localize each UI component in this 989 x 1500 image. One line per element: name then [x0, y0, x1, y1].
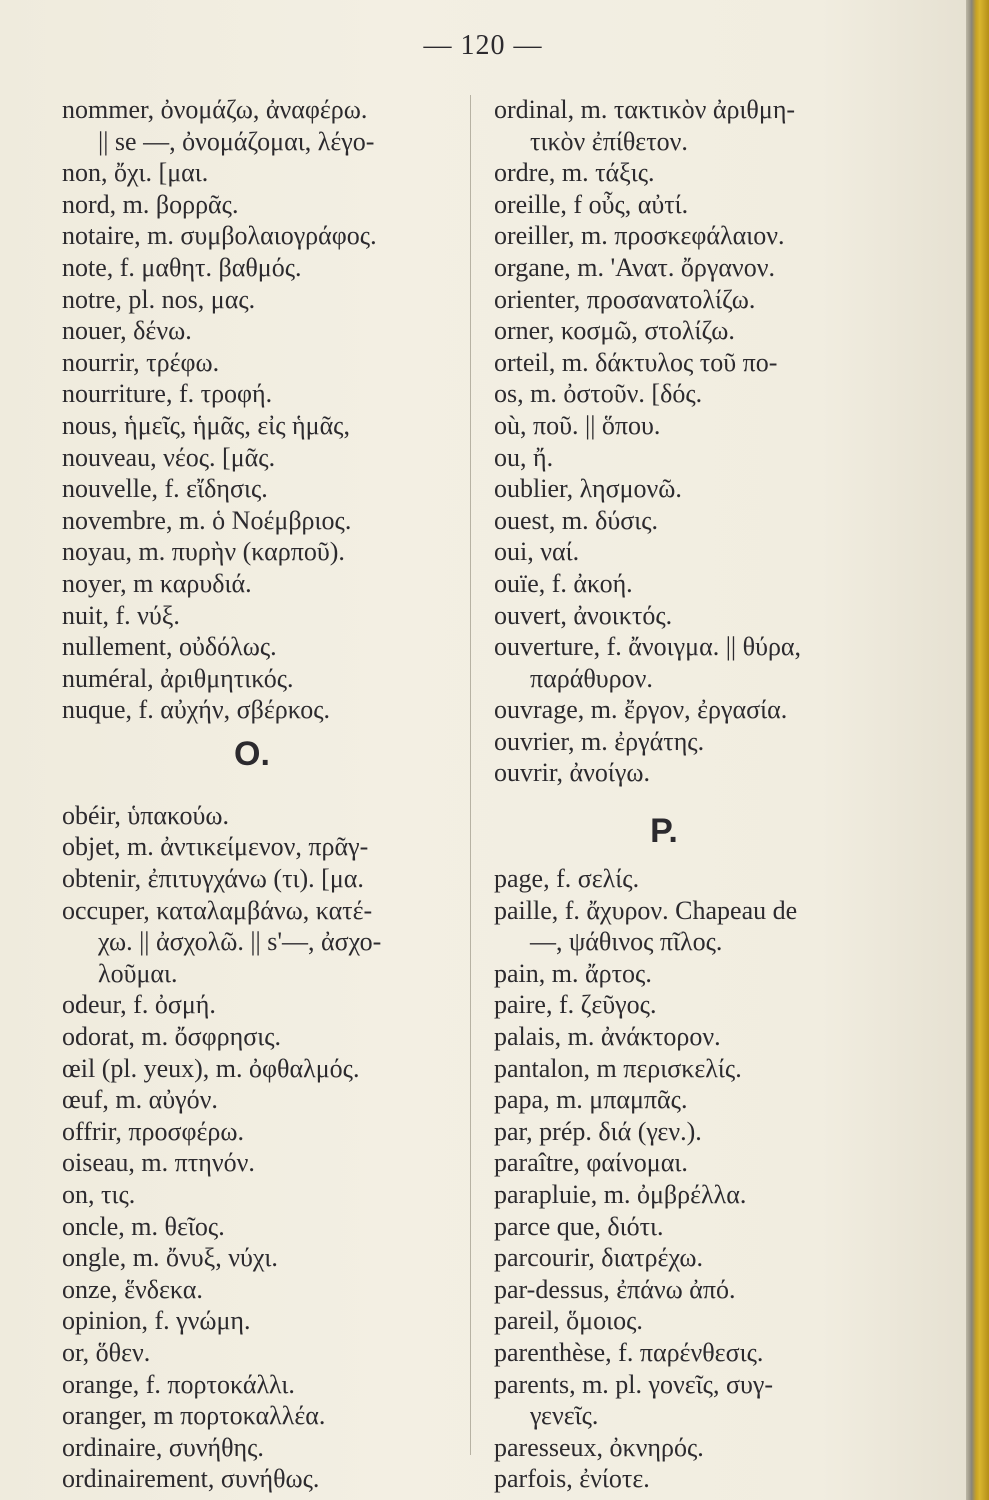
dictionary-entry: ouvrier, m. ἐργάτης. — [494, 726, 705, 756]
dictionary-entry: paire, f. ζεῦγος. — [494, 990, 657, 1020]
dictionary-entry: numéral, ἀριθμητικός. — [62, 663, 294, 693]
dictionary-entry: orner, κοσμῶ, στολίζω. — [494, 316, 735, 346]
dictionary-entry: pareil, ὅμοιος. — [494, 1306, 643, 1336]
page-number: — 120 — — [423, 30, 543, 61]
dictionary-entry: ou, ἤ. — [494, 442, 554, 472]
dictionary-entry: ordinal, m. τακτικὸν ἀριθμη- — [494, 95, 796, 124]
dictionary-entry: ordinaire, συνήθης. — [62, 1432, 264, 1462]
dictionary-entry: odorat, m. ὄσφρησις. — [62, 1022, 282, 1052]
dictionary-entry: pain, m. ἄρτος. — [494, 958, 652, 988]
dictionary-entry: pantalon, m περισκελίς. — [494, 1053, 742, 1083]
dictionary-entry: nommer, ὀνομάζω, ἀναφέρω. — [62, 95, 368, 124]
dictionary-entry: parapluie, m. ὀμβρέλλα. — [494, 1180, 747, 1209]
dictionary-entry: nouer, δένω. — [62, 316, 192, 346]
n-entries — [62, 94, 482, 726]
dictionary-entry: orange, f. πορτοκάλλι. — [62, 1369, 295, 1399]
dictionary-entry: || se —, ὀνομάζομαι, λέγο- — [98, 126, 375, 156]
dictionary-entry: papa, m. μπαμπᾶς. — [494, 1085, 688, 1115]
o-entries-continued — [494, 94, 914, 789]
dictionary-entry: τικὸν ἐπίθετον. — [530, 126, 688, 156]
dictionary-entry: par, prép. διά (γεν.). — [494, 1116, 702, 1146]
dictionary-entry: nuit, f. νύξ. — [62, 600, 180, 630]
dictionary-entry: orienter, προσανατολίζω. — [494, 284, 756, 314]
dictionary-entry: nouvelle, f. εἴδησις. — [62, 474, 268, 504]
dictionary-entry: parenthèse, f. παρένθεσις. — [494, 1337, 764, 1367]
dictionary-entry: palais, m. ἀνάκτορον. — [494, 1022, 721, 1052]
dictionary-entry: opinion, f. γνώμη. — [62, 1306, 251, 1336]
dictionary-entry: or, ὅθεν. — [62, 1337, 151, 1367]
o-entries — [62, 800, 482, 1495]
dictionary-entry: parents, m. pl. γονεῖς, συγ- — [494, 1369, 774, 1399]
dictionary-entry: on, τις. — [62, 1180, 136, 1209]
dictionary-entry: ouvrir, ἀνοίγω. — [494, 758, 650, 788]
dictionary-entry: notre, pl. nos, μας. — [62, 284, 256, 314]
dictionary-entry: os, m. ὀστοῦν. [δός. — [494, 379, 703, 409]
dictionary-entry: notaire, m. συμβολαιογράφος. — [62, 221, 377, 251]
dictionary-entry: œuf, m. αὐγόν. — [62, 1085, 218, 1115]
dictionary-entry: nous, ἡμεῖς, ἡμᾶς, εἰς ἡμᾶς, — [62, 410, 350, 440]
dictionary-entry: non, ὄχι. [μαι. — [62, 158, 209, 188]
dictionary-entry: ouïe, f. ἀκοή. — [494, 568, 633, 598]
dictionary-entry: γενεῖς. — [530, 1401, 599, 1431]
page-edge — [966, 0, 989, 1500]
dictionary-entry: ordinairement, συνήθως. — [62, 1464, 320, 1494]
dictionary-entry: page, f. σελίς. — [494, 864, 640, 894]
dictionary-entry: organe, m. 'Ανατ. ὄργανον. — [494, 252, 775, 282]
dictionary-entry: nord, m. βορρᾶς. — [62, 189, 239, 219]
dictionary-entry: obtenir, ἐπιτυγχάνω (τι). [μα. — [62, 864, 364, 894]
dictionary-entry: oublier, λησμονῶ. — [494, 474, 682, 504]
left-column — [62, 94, 482, 1495]
dictionary-entry: orteil, m. δάκτυλος τοῦ πο- — [494, 347, 778, 377]
dictionary-entry: noyer, m καρυδιά. — [62, 568, 252, 598]
dictionary-entry: nourriture, f. τροφή. — [62, 379, 273, 409]
dictionary-entry: offrir, προσφέρω. — [62, 1116, 244, 1146]
dictionary-entry: odeur, f. ὀσμή. — [62, 990, 216, 1020]
dictionary-entry: oui, ναί. — [494, 537, 580, 567]
dictionary-entry: paresseux, ὀκνηρός. — [494, 1432, 704, 1462]
dictionary-entry: oiseau, m. πτηνόν. — [62, 1148, 255, 1178]
dictionary-entry: ouvert, ἀνοικτός. — [494, 600, 673, 630]
dictionary-entry: nullement, οὐδόλως. — [62, 632, 277, 662]
dictionary-entry: oncle, m. θεῖος. — [62, 1211, 225, 1241]
dictionary-entry: ouest, m. δύσις. — [494, 505, 659, 535]
dictionary-entry: paille, f. ἄχυρον. Chapeau de — [494, 895, 798, 925]
dictionary-entry: ongle, m. ὄνυξ, νύχι. — [62, 1243, 278, 1273]
dictionary-entry: onze, ἕνδεκα. — [62, 1274, 203, 1304]
dictionary-entry: paraître, φαίνομαι. — [494, 1148, 688, 1178]
letter-heading-o: O. — [234, 734, 270, 773]
p-entries — [494, 863, 914, 1495]
dictionary-entry: où, ποῦ. || ὅπου. — [494, 410, 661, 440]
dictionary-entry: novembre, m. ὁ Νοέμβριος. — [62, 505, 352, 535]
dictionary-entry: ordre, m. τάξις. — [494, 158, 655, 188]
dictionary-entry: ouverture, f. ἄνοιγμα. || θύρα, — [494, 632, 802, 662]
dictionary-entry: ouvrage, m. ἔργον, ἐργασία. — [494, 695, 788, 725]
dictionary-entry: nuque, f. αὐχήν, σβέρκος. — [62, 695, 331, 725]
dictionary-entry: nouveau, νέος. [μᾶς. — [62, 442, 276, 472]
dictionary-entry: —, ψάθινος πῖλος. — [530, 927, 723, 957]
dictionary-entry: objet, m. ἀντικείμενον, πρᾶγ- — [62, 832, 369, 862]
dictionary-entry: par-dessus, ἐπάνω ἀπό. — [494, 1274, 736, 1304]
dictionary-entry: oranger, m πορτοκαλλέα. — [62, 1401, 326, 1431]
dictionary-entry: parce que, διότι. — [494, 1211, 664, 1241]
dictionary-entry: occuper, καταλαμβάνω, κατέ- — [62, 895, 373, 925]
dictionary-entry: λοῦμαι. — [98, 958, 178, 988]
dictionary-entry: χω. || ἀσχολῶ. || s'—, ἀσχο- — [98, 927, 382, 957]
right-column — [494, 94, 914, 1495]
dictionary-entry: note, f. μαθητ. βαθμός. — [62, 252, 302, 282]
dictionary-entry: παράθυρον. — [530, 663, 653, 693]
dictionary-entry: noyau, m. πυρὴν (καρποῦ). — [62, 537, 345, 567]
dictionary-entry: œil (pl. yeux), m. ὀφθαλμός. — [62, 1053, 360, 1083]
dictionary-entry: oreiller, m. προσκεφάλαιον. — [494, 221, 785, 251]
dictionary-entry: nourrir, τρέφω. — [62, 347, 220, 377]
letter-heading-p: P. — [650, 812, 678, 851]
dictionary-entry: parcourir, διατρέχω. — [494, 1243, 704, 1273]
dictionary-entry: oreille, f οὖς, αὐτί. — [494, 189, 689, 219]
dictionary-entry: parfois, ἐνίοτε. — [494, 1464, 650, 1494]
dictionary-entry: obéir, ὑπακούω. — [62, 800, 230, 830]
